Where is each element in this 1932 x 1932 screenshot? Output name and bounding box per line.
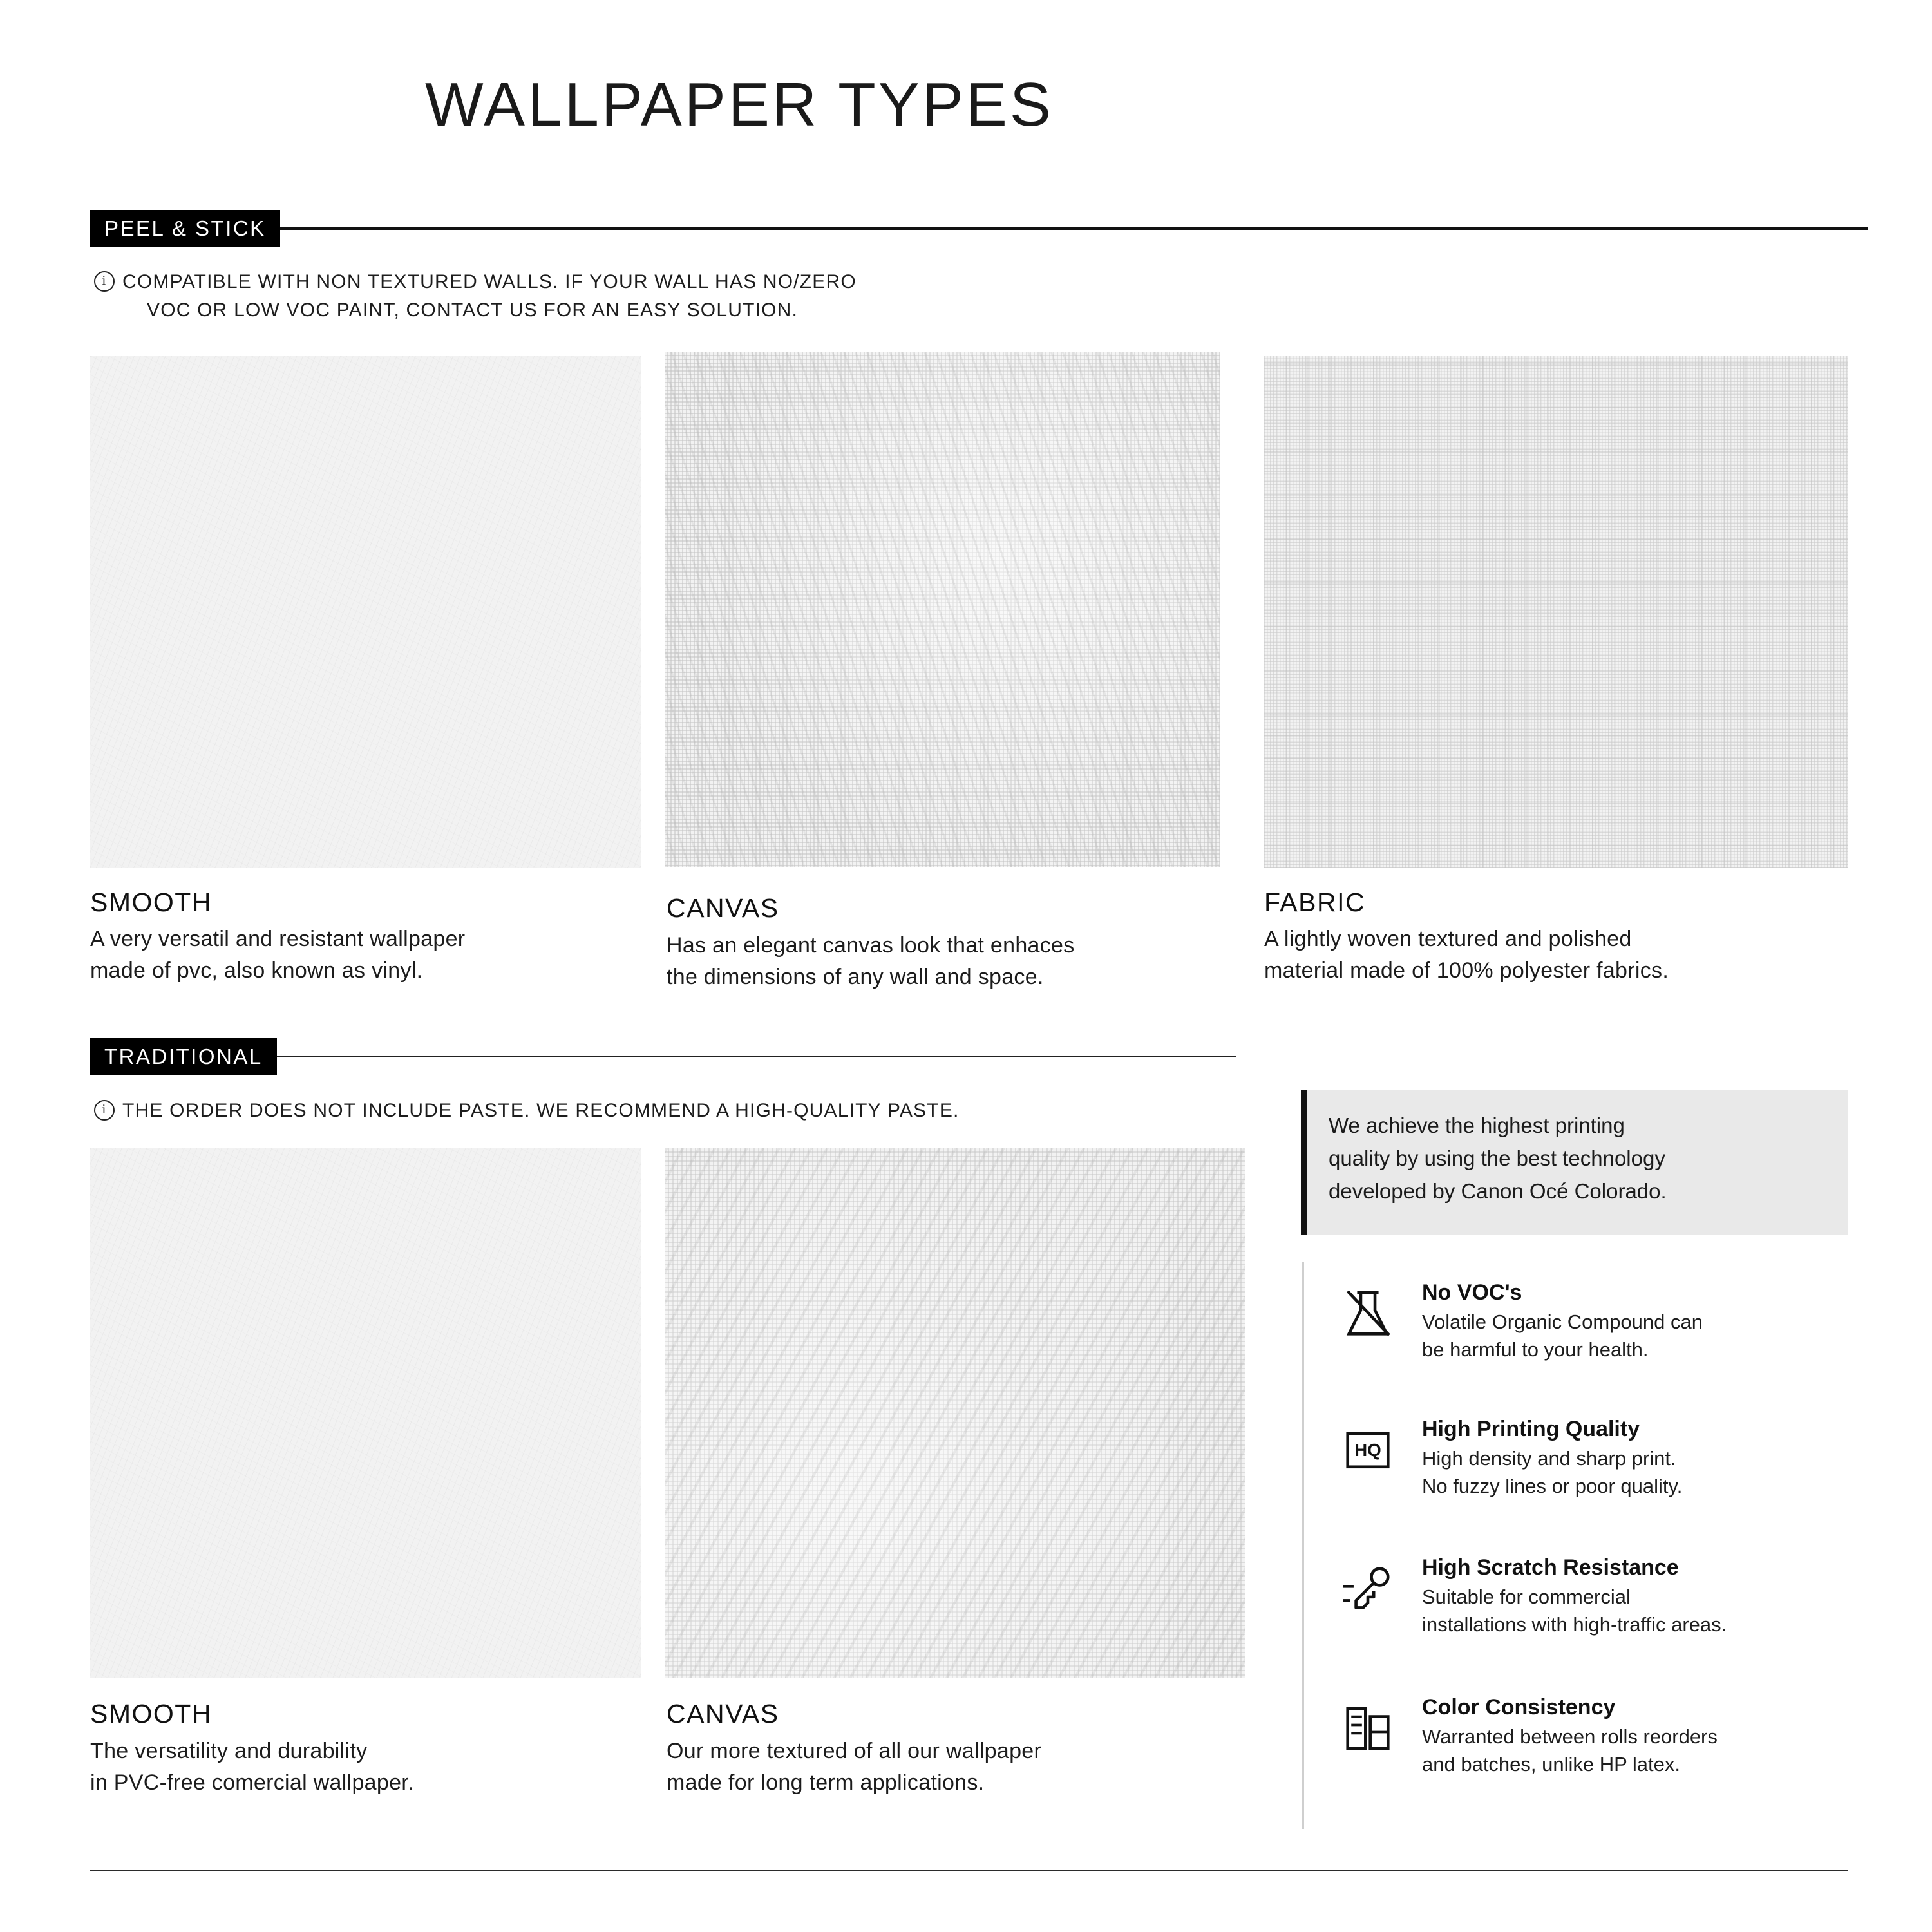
svg-text:HQ: HQ (1354, 1440, 1381, 1461)
caption-body-peel-fabric (1264, 923, 1857, 987)
swatch-peel-fabric[interactable] (1264, 356, 1848, 868)
caption-line-1: The versatility and durability (90, 1739, 368, 1763)
note-traditional (94, 1097, 960, 1125)
note-line-2: VOC OR LOW VOC PAINT, CONTACT US FOR AN EASY SOLUTION. (147, 299, 799, 321)
section-divider (280, 227, 1868, 230)
swatch-peel-canvas[interactable] (665, 352, 1220, 867)
feature-body (1422, 1723, 1718, 1779)
note-line-1: THE ORDER DOES NOT INCLUDE PASTE. WE RECOMMEND A HIGH-QUALITY PASTE. (122, 1100, 960, 1121)
scratch-resistance-icon (1338, 1559, 1397, 1618)
feature-body-line-1: Suitable for commercial (1422, 1586, 1631, 1608)
caption-body-peel-smooth (90, 923, 631, 987)
caption-line-2: made for long term applications. (667, 1770, 985, 1795)
caption-title-trad-smooth: SMOOTH (90, 1699, 212, 1728)
quote-line-2: quality by using the best technology (1329, 1146, 1665, 1171)
caption-line-1: Has an elegant canvas look that enhaces (667, 933, 1075, 958)
page-title: WALLPAPER TYPES (425, 70, 1054, 139)
swatch-trad-canvas[interactable] (665, 1148, 1245, 1678)
caption-body-trad-smooth (90, 1736, 631, 1799)
caption-title-peel-smooth: SMOOTH (90, 887, 212, 917)
section-header-peel-stick (90, 210, 1868, 247)
section-tag-peel-stick: PEEL & STICK (90, 210, 280, 247)
caption-title-peel-fabric: FABRIC (1264, 887, 1366, 917)
smooth-swatch-image (90, 356, 641, 868)
feature-title: Color Consistency (1422, 1695, 1616, 1719)
caption-body-peel-canvas (667, 930, 1233, 994)
color-consistency-icon (1338, 1699, 1397, 1758)
no-voc-icon (1338, 1284, 1397, 1343)
features-divider (1302, 1262, 1304, 1829)
caption-line-1: Our more textured of all our wallpaper (667, 1739, 1042, 1763)
caption-line-2: in PVC-free comercial wallpaper. (90, 1770, 414, 1795)
fabric-swatch-image (1264, 356, 1848, 868)
caption-body-trad-canvas (667, 1736, 1233, 1799)
caption-line-2: made of pvc, also known as vinyl. (90, 958, 423, 983)
caption-title-peel-canvas: CANVAS (667, 893, 779, 923)
feature-title: High Scratch Resistance (1422, 1555, 1679, 1580)
feature-body-line-2: and batches, unlike HP latex. (1422, 1752, 1680, 1776)
swatch-peel-smooth[interactable] (90, 356, 641, 868)
note-line-1: COMPATIBLE WITH NON TEXTURED WALLS. IF YOUR WALL HAS NO/ZERO (122, 271, 857, 292)
feature-title: No VOC's (1422, 1280, 1522, 1305)
section-divider (277, 1056, 1236, 1057)
caption-title-trad-canvas: CANVAS (667, 1699, 779, 1728)
feature-body-line-1: Warranted between rolls reorders (1422, 1725, 1718, 1748)
feature-body (1422, 1309, 1703, 1364)
feature-title: High Printing Quality (1422, 1417, 1640, 1441)
caption-line-2: material made of 100% polyester fabrics. (1264, 958, 1669, 983)
feature-body-line-1: Volatile Organic Compound can (1422, 1311, 1703, 1333)
caption-line-1: A lightly woven textured and polished (1264, 927, 1632, 951)
feature-body-line-2: installations with high-traffic areas. (1422, 1613, 1727, 1636)
feature-body (1422, 1584, 1727, 1639)
smooth-swatch-image (90, 1148, 641, 1678)
feature-body-line-1: High density and sharp print. (1422, 1447, 1676, 1470)
feature-body-line-2: be harmful to your health. (1422, 1338, 1649, 1361)
page-bottom-divider (90, 1870, 1848, 1871)
feature-body (1422, 1445, 1682, 1501)
swatch-trad-smooth[interactable] (90, 1148, 641, 1678)
canvas-swatch-image (665, 1148, 1245, 1678)
feature-body-line-2: No fuzzy lines or poor quality. (1422, 1474, 1683, 1497)
info-icon (94, 271, 115, 292)
canvas-swatch-image (665, 352, 1220, 867)
quote-line-1: We achieve the highest printing (1329, 1113, 1625, 1137)
quote-line-3: developed by Canon Océ Colorado. (1329, 1179, 1667, 1204)
section-tag-traditional: TRADITIONAL (90, 1038, 277, 1075)
caption-line-2: the dimensions of any wall and space. (667, 965, 1044, 990)
section-header-traditional (90, 1038, 1236, 1075)
hq-print-icon (1338, 1421, 1397, 1480)
caption-line-1: A very versatil and resistant wallpaper (90, 927, 466, 951)
note-peel-stick (94, 268, 857, 324)
info-icon (94, 1100, 115, 1121)
quality-callout (1301, 1090, 1848, 1235)
